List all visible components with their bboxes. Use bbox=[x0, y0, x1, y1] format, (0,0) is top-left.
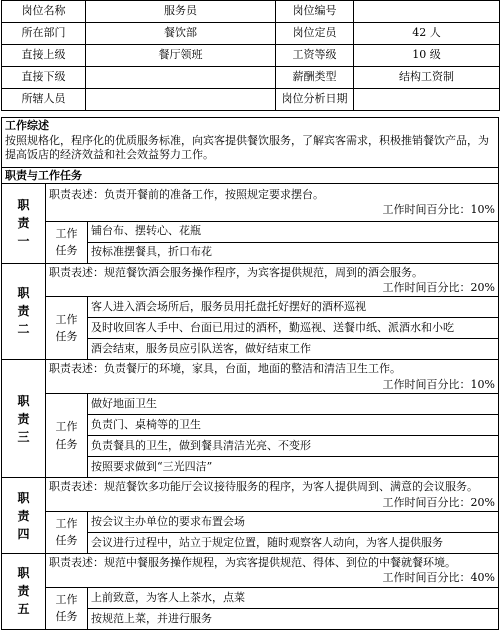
summary-title: 工作综述 bbox=[1, 117, 499, 133]
duty-percentage: 工作时间百分比：10% bbox=[382, 377, 495, 391]
label-cell: 直接上级 bbox=[2, 45, 86, 67]
duty-desc-text: 职责表述：负责餐厅的环境，家具，台面，地面的整洁和清洁卫生工作。 bbox=[49, 362, 401, 376]
duty-desc-text: 职责表述：负责开餐前的准备工作，按照规定要求摆台。 bbox=[49, 187, 324, 201]
info-row bbox=[2, 67, 500, 89]
task-item: 会议进行过程中，站立于规定位置，随时观察客人动向，为客人提供服务 bbox=[88, 532, 499, 553]
task-item: 上前致意，为客人上茶水，点菜 bbox=[88, 587, 499, 608]
duty-row bbox=[2, 553, 499, 587]
duty-desc-text: 职责表述：规范餐饮多功能厅会议接待服务的程序，为客人提供周到、满意的会议服务。 bbox=[49, 480, 478, 494]
task-row bbox=[2, 511, 499, 532]
duty-description bbox=[46, 360, 499, 394]
duty-percentage: 工作时间百分比：20% bbox=[382, 280, 495, 294]
duty-percentage: 工作时间百分比：20% bbox=[382, 495, 495, 509]
task-label: 工作 任务 bbox=[46, 394, 88, 478]
task-item: 按标准摆餐具，折口布花 bbox=[88, 242, 499, 263]
label-cell: 岗位编号 bbox=[276, 1, 354, 23]
value-cell: 餐厅领班 bbox=[86, 45, 276, 67]
duty-row bbox=[2, 478, 499, 512]
task-row bbox=[2, 221, 499, 242]
task-item: 负责门、桌椅等的卫生 bbox=[88, 415, 499, 436]
duty-name: 职 责 四 bbox=[2, 478, 46, 554]
value-cell: 42 人 bbox=[354, 23, 500, 45]
duty-desc-text: 职责表述：规范中餐服务操作规程，为宾客提供规范、得体、到位的中餐就餐环境。 bbox=[49, 555, 456, 569]
task-item: 酒会结束，服务员应引队送客，做好结束工作 bbox=[88, 339, 499, 360]
label-cell: 所在部门 bbox=[2, 23, 86, 45]
duty-description bbox=[46, 263, 499, 297]
task-item: 按照要求做到“三光四洁” bbox=[88, 457, 499, 478]
task-item: 铺台布、摆转心、花瓶 bbox=[88, 221, 499, 242]
label-cell: 岗位定员 bbox=[276, 23, 354, 45]
value-cell: 10 级 bbox=[354, 45, 500, 67]
task-label: 工作 任务 bbox=[46, 297, 88, 360]
task-item: 客人进入酒会场所后，服务员用托盘托好摆好的酒杯巡视 bbox=[88, 297, 499, 318]
task-item: 做好地面卫生 bbox=[88, 394, 499, 415]
duty-name: 职 责 三 bbox=[2, 360, 46, 478]
duty-desc-text: 职责表述：规范餐饮酒会服务操作程序，为宾客提供规范，周到的酒会服务。 bbox=[49, 265, 423, 279]
info-row bbox=[2, 45, 500, 67]
duties-table bbox=[1, 183, 499, 630]
duties-title: 职责与工作任务 bbox=[1, 167, 499, 183]
duty-row bbox=[2, 360, 499, 394]
value-cell: 餐饮部 bbox=[86, 23, 276, 45]
duty-percentage: 工作时间百分比：10% bbox=[382, 203, 495, 217]
value-cell bbox=[86, 89, 276, 111]
task-row bbox=[2, 587, 499, 608]
info-row bbox=[2, 89, 500, 111]
summary-text: 按照规格化，程序化的优质服务标准，向宾客提供餐饮服务，了解宾客需求，积极推销餐饮产品，为提高饭店的经济效益和社会效益努力工作。 bbox=[1, 133, 499, 167]
duty-description bbox=[46, 183, 499, 221]
task-label: 工作 任务 bbox=[46, 511, 88, 553]
duty-row bbox=[2, 263, 499, 297]
duty-row bbox=[2, 183, 499, 221]
task-label: 工作 任务 bbox=[46, 587, 88, 629]
value-cell bbox=[354, 1, 500, 23]
value-cell: 结构工资制 bbox=[354, 67, 500, 89]
value-cell bbox=[86, 67, 276, 89]
value-cell bbox=[354, 89, 500, 111]
label-cell: 岗位分析日期 bbox=[276, 89, 354, 111]
duty-name: 职 责 二 bbox=[2, 263, 46, 360]
label-cell: 所辖人员 bbox=[2, 89, 86, 111]
label-cell: 直接下级 bbox=[2, 67, 86, 89]
info-row bbox=[2, 23, 500, 45]
label-cell: 薪酬类型 bbox=[276, 67, 354, 89]
job-info-table bbox=[1, 0, 500, 111]
task-item: 按会议主办单位的要求布置会场 bbox=[88, 511, 499, 532]
duty-description bbox=[46, 478, 499, 512]
value-cell: 服务员 bbox=[86, 1, 276, 23]
info-row bbox=[2, 1, 500, 23]
task-label: 工作 任务 bbox=[46, 221, 88, 263]
label-cell: 岗位名称 bbox=[2, 1, 86, 23]
duty-description bbox=[46, 553, 499, 587]
label-cell: 工资等级 bbox=[276, 45, 354, 67]
duty-name: 职 责 一 bbox=[2, 183, 46, 263]
duty-percentage: 工作时间百分比：40% bbox=[382, 571, 495, 585]
task-item: 及时收回客人手中、台面已用过的酒杯，勤巡视、送餐巾纸、派酒水和小吃 bbox=[88, 318, 499, 339]
duty-name: 职 责 五 bbox=[2, 553, 46, 629]
task-item: 按规范上菜，并进行服务 bbox=[88, 608, 499, 629]
task-row bbox=[2, 394, 499, 415]
task-row bbox=[2, 297, 499, 318]
task-item: 负责餐具的卫生，做到餐具清洁光亮、不变形 bbox=[88, 436, 499, 457]
